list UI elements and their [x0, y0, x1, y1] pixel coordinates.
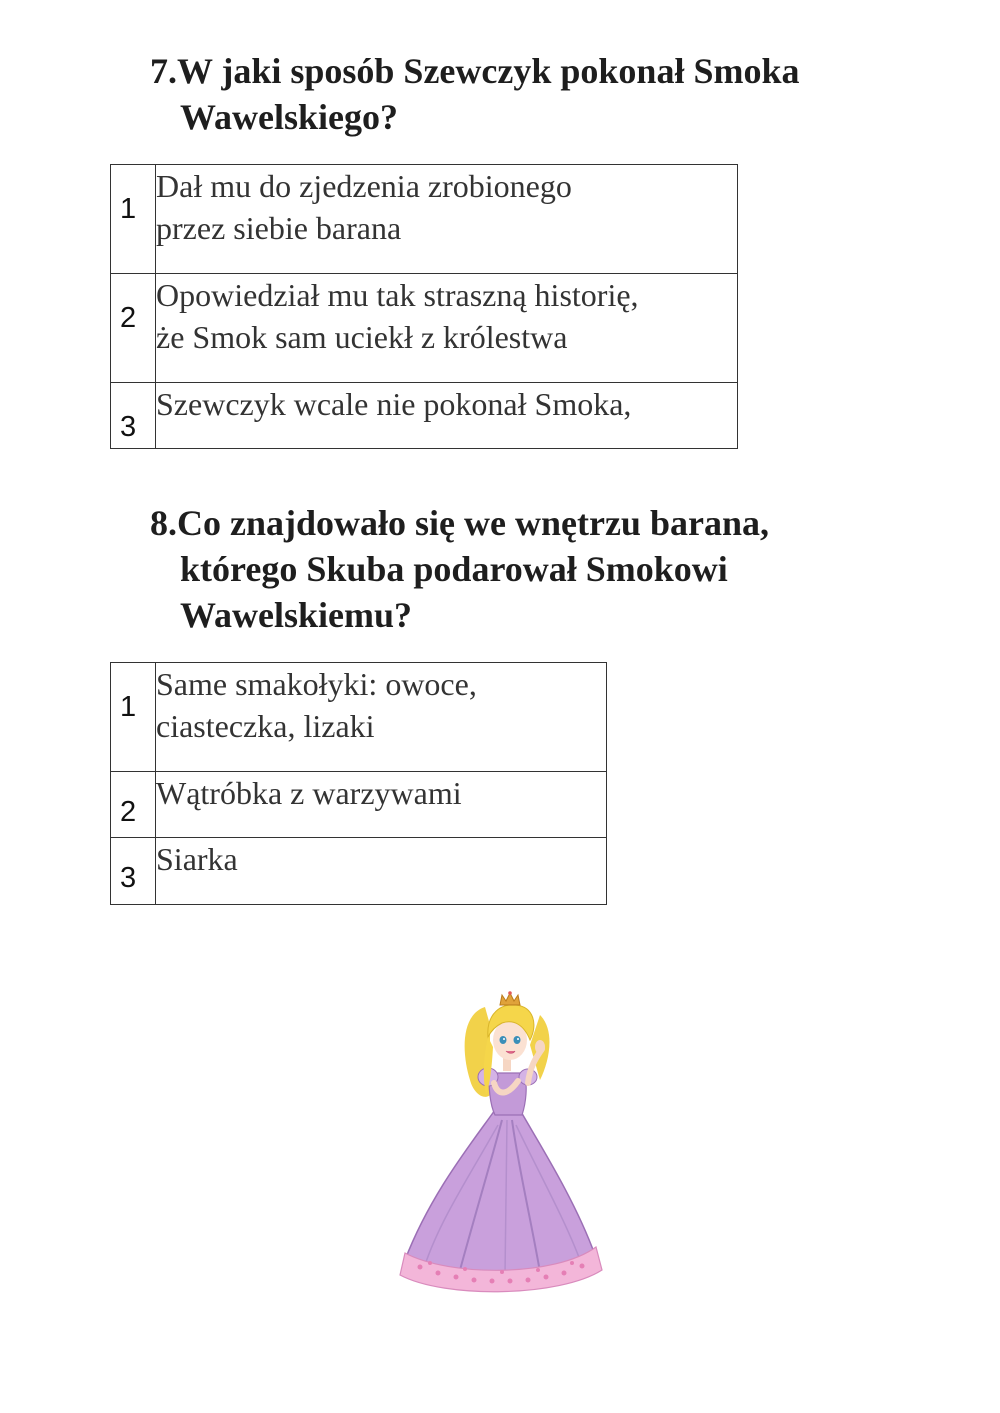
answer-text-line: Dał mu do zjedzenia zrobionego: [156, 168, 572, 204]
answer-number: 3: [120, 862, 137, 894]
answer-number-cell: [111, 274, 156, 383]
answer-text-line: Siarka: [156, 841, 238, 877]
answer-text-cell[interactable]: [156, 772, 607, 838]
question-8-line-2: którego Skuba podarował Smokowi: [180, 549, 728, 589]
answer-row[interactable]: [111, 383, 738, 449]
answer-text-line: Opowiedział mu tak straszną historię,: [156, 277, 639, 313]
answer-number: 1: [120, 193, 137, 225]
question-7-answers-table: [110, 164, 738, 449]
answer-number-cell: [111, 663, 156, 772]
answer-number: 2: [120, 796, 137, 828]
answer-text-line: że Smok sam uciekł z królestwa: [156, 319, 568, 355]
question-8-title: [150, 500, 930, 638]
answer-text-cell[interactable]: [156, 165, 738, 274]
question-8-answers-table: [110, 662, 607, 905]
question-8-line-3: Wawelskiemu?: [180, 595, 413, 635]
answer-text-cell[interactable]: [156, 663, 607, 772]
answer-number-cell: [111, 838, 156, 905]
answer-row[interactable]: [111, 838, 607, 905]
answer-number-cell: [111, 165, 156, 274]
answer-text-cell[interactable]: [156, 838, 607, 905]
princess-illustration-icon: [390, 985, 610, 1295]
answer-text-cell[interactable]: [156, 274, 738, 383]
question-7-title: [150, 48, 930, 140]
answer-row[interactable]: [111, 274, 738, 383]
question-7-line-1: 7.W jaki sposób Szewczyk pokonał Smoka: [150, 51, 800, 91]
answer-text-line: Szewczyk wcale nie pokonał Smoka,: [156, 386, 632, 422]
answer-row[interactable]: [111, 772, 607, 838]
answer-number: 1: [120, 691, 137, 723]
answer-text-cell[interactable]: [156, 383, 738, 449]
answer-text-line: Wątróbka z warzywami: [156, 775, 462, 811]
dress-skirt: [405, 1110, 595, 1278]
question-8-line-1: 8.Co znajdowało się we wnętrzu barana,: [150, 503, 769, 543]
answer-row[interactable]: [111, 663, 607, 772]
question-7-line-2: Wawelskiego?: [180, 97, 399, 137]
answer-text-line: przez siebie barana: [156, 210, 402, 246]
answer-text-line: Same smakołyki: owoce,: [156, 666, 477, 702]
answer-number: 3: [120, 411, 137, 443]
answer-number: 2: [120, 302, 137, 334]
answer-number-cell: [111, 383, 156, 449]
answer-number-cell: [111, 772, 156, 838]
answer-row[interactable]: [111, 165, 738, 274]
answer-text-line: ciasteczka, lizaki: [156, 708, 375, 744]
